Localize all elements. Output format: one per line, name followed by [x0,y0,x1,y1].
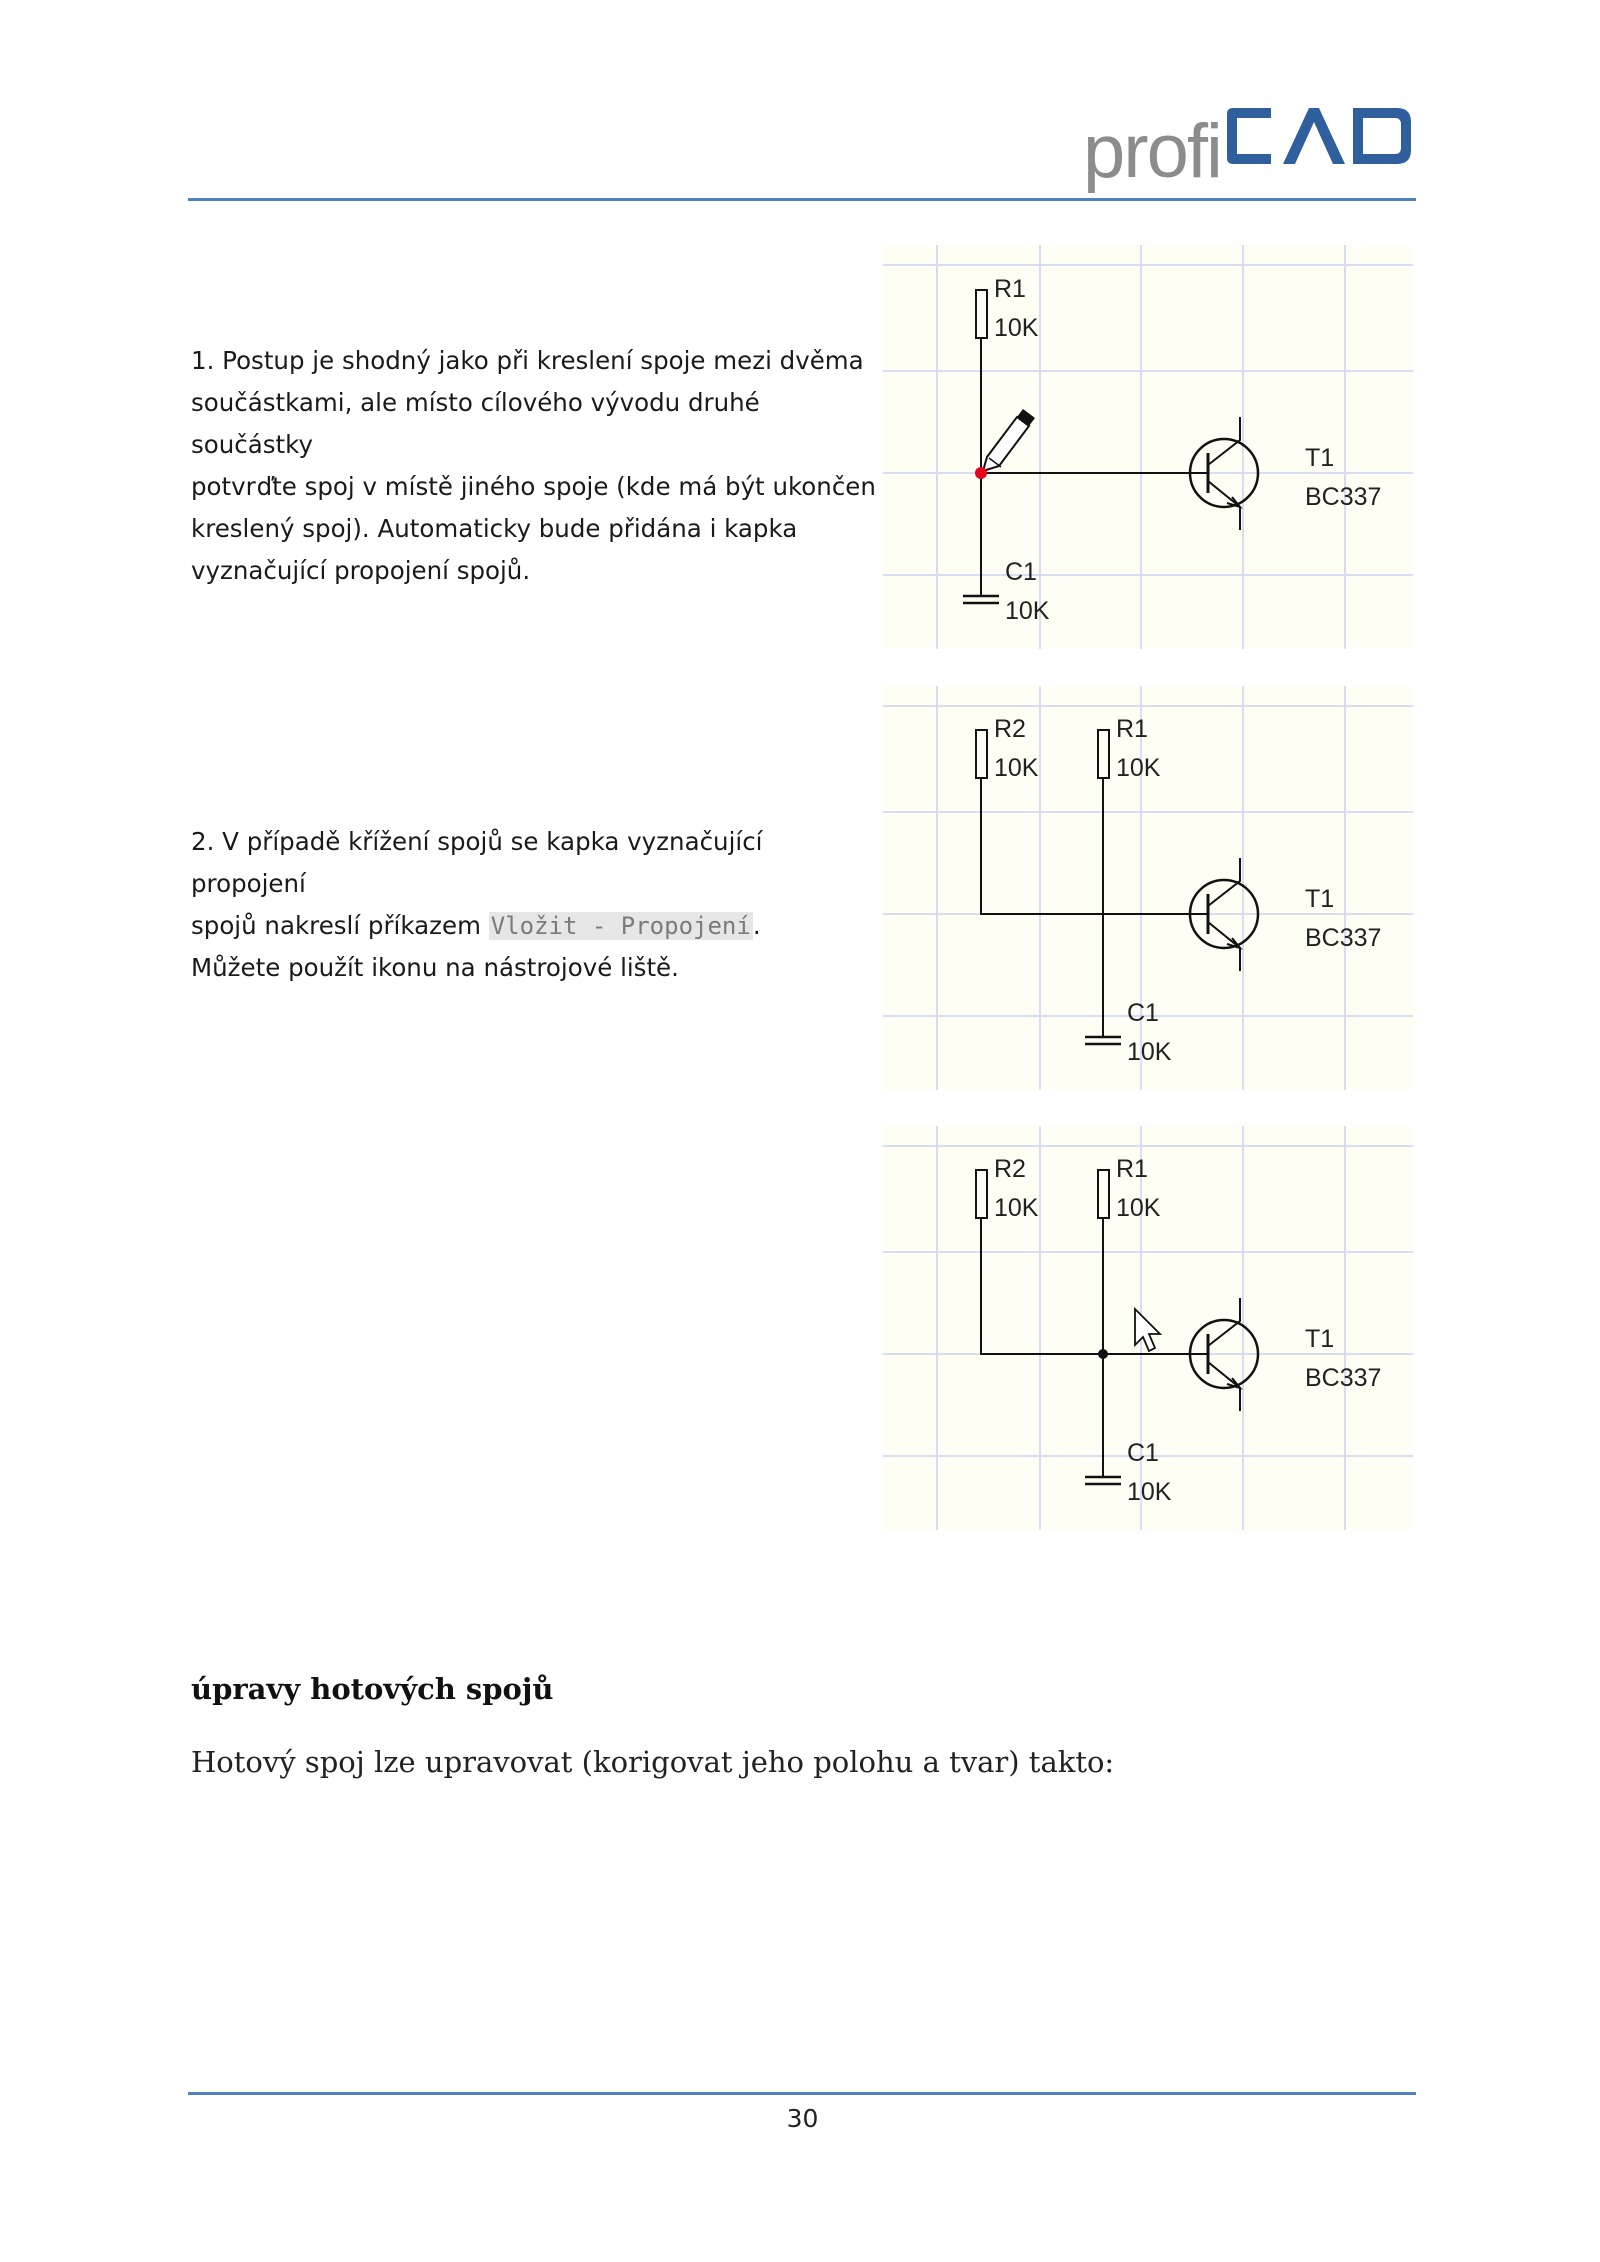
schematic-figure-2 [883,686,1413,1090]
paragraph-text: . [752,911,761,940]
paragraph-line: vyznačující propojení spojů. [191,556,531,585]
label-t1-ref: T1 [1305,444,1335,472]
paragraph-line: Můžete použít ikonu na nástrojové liště. [191,953,679,982]
schematic-canvas [883,245,1413,649]
paragraph-line: kreslený spoj). Automaticky bude přidána i kapka [191,514,798,543]
label-t1-value: BC337 [1305,924,1382,952]
schematic-canvas [883,686,1413,1090]
footer-rule [188,2092,1416,2095]
label-r2-value: 10K [994,1194,1039,1222]
junction-highlight [975,467,987,479]
logo-profi-text: profi [1083,109,1221,194]
label-c1-value: 10K [1127,1478,1172,1506]
paragraph-line: potvrďte spoj v místě jiného spoje (kde má být ukončen [191,472,876,501]
label-c1-ref: C1 [1127,999,1159,1027]
paragraph-line: 2. V případě křížení spojů se kapka vyznačující propojení [191,827,763,898]
label-r1-value: 10K [994,314,1039,342]
label-c1-ref: C1 [1005,558,1037,586]
paragraph-line [191,905,881,947]
schematic-figure-1 [883,245,1413,649]
label-t1-value: BC337 [1305,483,1382,511]
label-r1-value: 10K [1116,1194,1161,1222]
section-text: Hotový spoj lze upravovat (korigovat jeho polohu a tvar) takto: [191,1745,1115,1779]
label-c1-value: 10K [1005,597,1050,625]
label-r1-value: 10K [1116,754,1161,782]
header-rule [188,198,1416,201]
junction-dot [1098,1349,1108,1359]
paragraph-text: spojů nakreslí příkazem [191,911,489,940]
label-r1-ref: R1 [1116,715,1148,743]
logo-cad-text [1225,104,1415,168]
schematic-figure-3 [883,1126,1413,1530]
label-t1-ref: T1 [1305,885,1335,913]
schematic-canvas [883,1126,1413,1530]
menu-command-insert-junction: Vložit - Propojení [490,912,751,940]
paragraph-step-1 [191,340,881,592]
label-r2-value: 10K [994,754,1039,782]
label-c1-ref: C1 [1127,1439,1159,1467]
label-r1-ref: R1 [1116,1155,1148,1183]
label-r2-ref: R2 [994,1155,1026,1183]
section-heading: úpravy hotových spojů [191,1672,554,1706]
label-t1-value: BC337 [1305,1364,1382,1392]
page-number: 30 [786,2104,819,2133]
paragraph-step-2 [191,821,881,989]
label-r2-ref: R2 [994,715,1026,743]
label-r1-ref: R1 [994,275,1026,303]
paragraph-line: součástkami, ale místo cílového vývodu druhé součástky [191,388,760,459]
label-c1-value: 10K [1127,1038,1172,1066]
proficad-logo [1083,104,1415,192]
paragraph-line: 1. Postup je shodný jako při kreslení spoje mezi dvěma [191,346,864,375]
label-t1-ref: T1 [1305,1325,1335,1353]
